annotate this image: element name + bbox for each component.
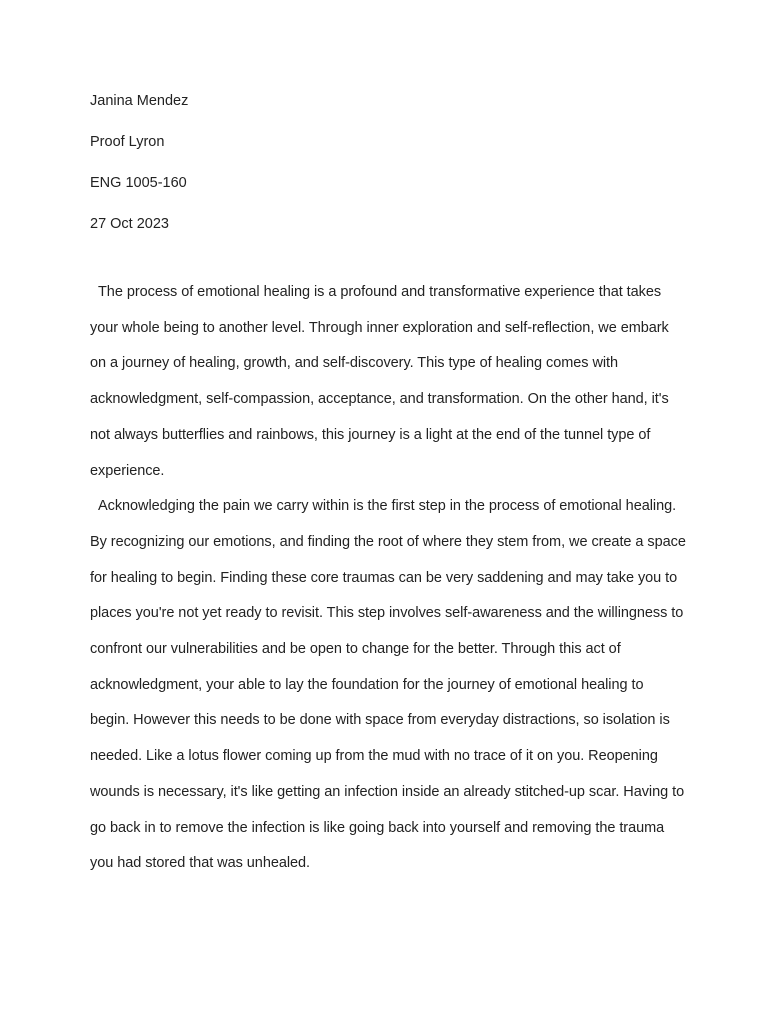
instructor-name: Proof Lyron (90, 134, 165, 150)
paragraph-2: Acknowledging the pain we carry within is the first step in the process of emotional healing. By recognizing our emotions, and finding the root of where they stem from, we create a space for healing to begin. Finding these core traumas can be very saddening and may take you to places you're not yet ready to revisit. This step involves self-awareness and the willingness to confront our vulnerabilities and be open to change for the better. Through this act of acknowledgment, your able to lay the foundation for the journey of emotional healing to begin. However this needs to be done with space from everyday distractions, so isolation is needed. Like a lotus flower coming up from the mud with no trace of it on you. Reopening wounds is necessary, it's like getting an infection inside an already stitched-up scar. Having to go back in to remove the infection is like going back into yourself and removing the trauma you had stored that was unhealed. (90, 498, 686, 872)
essay-heading (90, 92, 690, 256)
essay-body (90, 275, 686, 882)
course-code: ENG 1005-160 (90, 175, 187, 191)
paragraph-1: The process of emotional healing is a profound and transformative experience that takes your whole being to another level. Through inner exploration and self-reflection, we embark on a journey of healing, growth, and self-discovery. This type of healing comes with acknowledgment, self-compassion, acceptance, and transformation. On the other hand, it's not always butterflies and rainbows, this journey is a light at the end of the tunnel type of experience. (90, 284, 669, 479)
essay-date: 27 Oct 2023 (90, 216, 169, 232)
author-name: Janina Mendez (90, 93, 189, 109)
